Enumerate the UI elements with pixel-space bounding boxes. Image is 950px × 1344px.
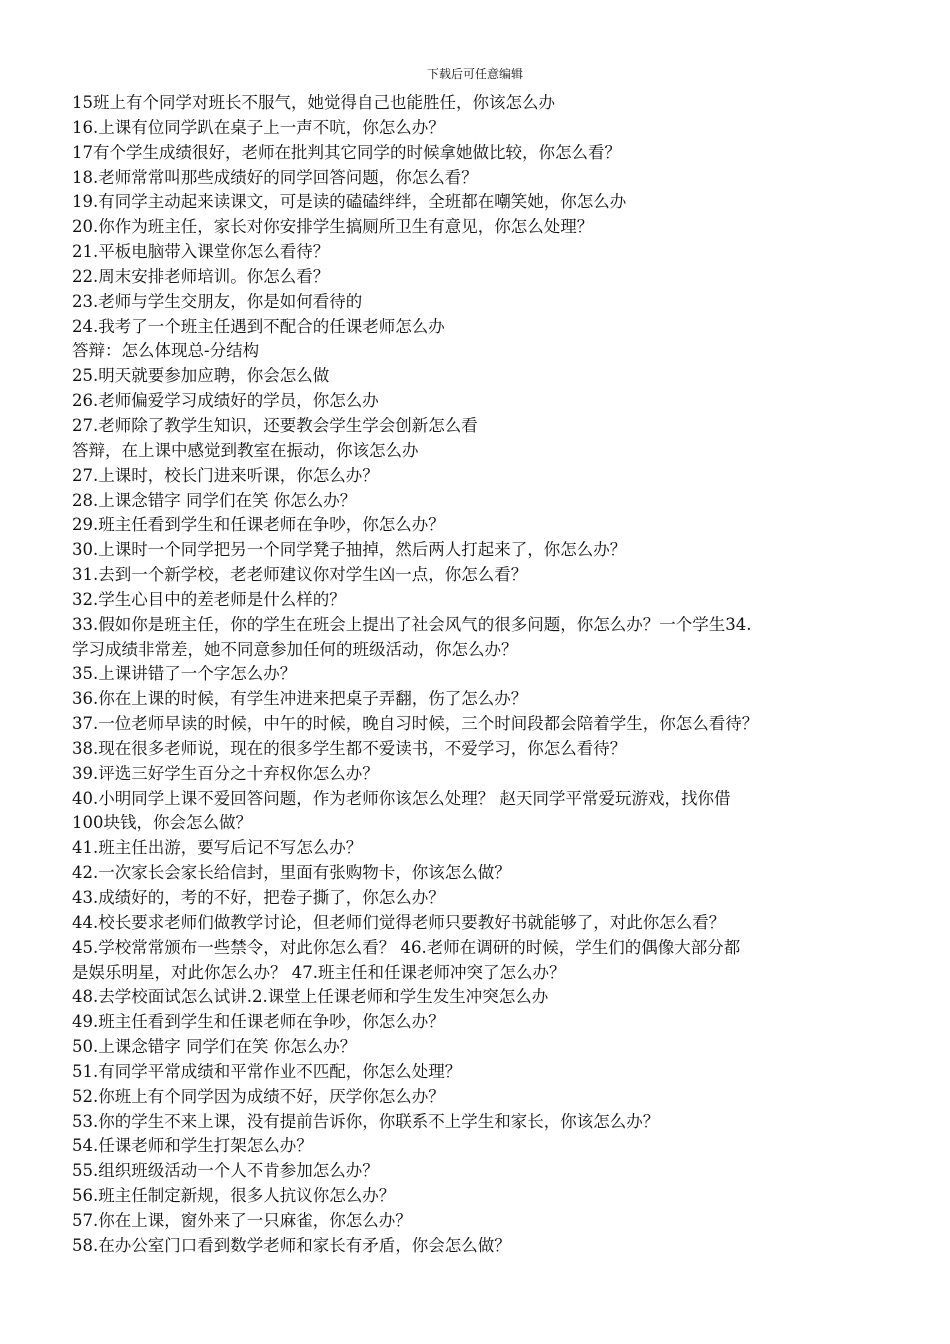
list-item: 是娱乐明星，对此你怎么办？ 47.班主任和任课老师冲突了怎么办？ — [72, 962, 566, 982]
list-item: 17有个学生成绩很好，老师在批判其它同学的时候拿她做比较，你怎么看？ — [72, 142, 621, 162]
list-item: 56.班主任制定新规，很多人抗议你怎么办？ — [72, 1186, 396, 1206]
list-item: 28.上课念错字 同学们在笑 你怎么办？ — [72, 490, 357, 510]
list-item: 52.你班上有个同学因为成绩不好，厌学你怎么办？ — [72, 1086, 445, 1106]
list-item: 53.你的学生不来上课，没有提前告诉你，你联系不上学生和家长，你该怎么办？ — [72, 1111, 660, 1131]
list-item: 答辩，在上课中感觉到教室在振动，你该怎么办 — [72, 440, 419, 460]
list-item: 16.上课有位同学趴在桌子上一声不吭，你怎么办？ — [72, 117, 445, 137]
list-item: 36.你在上课的时候，有学生冲进来把桌子弄翻，伤了怎么办？ — [72, 689, 528, 709]
list-item: 答辩：怎么体现总-分结构 — [72, 341, 260, 361]
list-item: 26.老师偏爱学习成绩好的学员，你怎么办 — [72, 391, 379, 411]
list-item: 35.上课讲错了一个字怎么办？ — [72, 664, 297, 684]
list-item: 44.校长要求老师们做教学讨论，但老师们觉得老师只要教好书就能够了，对此你怎么看？ — [72, 912, 726, 932]
list-item: 20.你作为班主任，家长对你安排学生搞厕所卫生有意见，你怎么处理？ — [72, 217, 594, 237]
list-item: 27.上课时，校长门进来听课，你怎么办？ — [72, 465, 379, 485]
list-item: 27.老师除了教学生知识，还要教会学生学会创新怎么看 — [72, 415, 478, 435]
list-item: 22.周末安排老师培训。你怎么看？ — [72, 266, 330, 286]
list-item: 18.老师常常叫那些成绩好的同学回答问题，你怎么看？ — [72, 167, 478, 187]
list-item: 23.老师与学生交朋友，你是如何看待的 — [72, 291, 363, 311]
list-item: 41.班主任出游，要写后记不写怎么办？ — [72, 838, 363, 858]
list-item: 15班上有个同学对班长不服气，她觉得自己也能胜任，你该怎么办 — [72, 93, 555, 112]
list-item: 37.一位老师早读的时候，中午的时候，晚自习时候，三个时间段都会陪着学生，你怎么看待？ — [72, 714, 759, 734]
list-item: 50.上课念错字 同学们在笑 你怎么办？ — [72, 1037, 357, 1057]
list-item: 31.去到一个新学校，老老师建议你对学生凶一点，你怎么看？ — [72, 565, 528, 585]
list-item: 54.任课老师和学生打架怎么办？ — [72, 1136, 313, 1156]
list-item: 30.上课时一个同学把另一个同学凳子抽掉，然后两人打起来了，你怎么办？ — [72, 540, 627, 560]
question-list — [72, 91, 872, 1259]
list-item: 55.组织班级活动一个人不肯参加怎么办？ — [72, 1161, 379, 1181]
list-item: 39.评选三好学生百分之十弃权你怎么办？ — [72, 763, 379, 783]
list-item: 21.平板电脑带入课堂你怎么看待？ — [72, 242, 330, 262]
list-item: 24.我考了一个班主任遇到不配合的任课老师怎么办 — [72, 316, 445, 336]
list-item: 58.在办公室门口看到数学老师和家长有矛盾，你会怎么做？ — [72, 1235, 511, 1255]
list-item: 48.去学校面试怎么试讲.2.课堂上任课老师和学生发生冲突怎么办 — [72, 987, 549, 1007]
list-item: 51.有同学平常成绩和平常作业不匹配，你怎么处理？ — [72, 1061, 462, 1081]
list-item: 33.假如你是班主任，你的学生在班会上提出了社会风气的很多问题，你怎么办？一个学生34. — [72, 614, 752, 634]
list-item: 40.小明同学上课不爱回答问题，作为老师你该怎么处理？ 赵天同学平常爱玩游戏，找你借 — [72, 788, 731, 808]
list-item: 38.现在很多老师说，现在的很多学生都不爱读书，不爱学习，你怎么看待？ — [72, 738, 627, 758]
list-item: 42.一次家长会家长给信封，里面有张购物卡，你该怎么做？ — [72, 863, 511, 883]
list-item: 32.学生心目中的差老师是什么样的？ — [72, 589, 346, 609]
page-header: 下载后可任意编辑 — [426, 67, 523, 81]
list-item: 43.成绩好的，考的不好，把卷子撕了，你怎么办？ — [72, 888, 445, 907]
list-item: 49.班主任看到学生和任课老师在争吵，你怎么办？ — [72, 1012, 445, 1032]
list-item: 45.学校常常颁布一些禁令，对此你怎么看？ 46.老师在调研的时候，学生们的偶像大部分都 — [72, 937, 741, 957]
list-item: 100块钱，你会怎么做？ — [72, 813, 252, 833]
list-item: 19.有同学主动起来读课文，可是读的磕磕绊绊，全班都在嘲笑她，你怎么办 — [72, 192, 627, 212]
list-item: 57.你在上课，窗外来了一只麻雀，你怎么办？ — [72, 1210, 412, 1230]
list-item: 29.班主任看到学生和任课老师在争吵，你怎么办？ — [72, 515, 445, 535]
list-item: 学习成绩非常差，她不同意参加任何的班级活动，你怎么办？ — [72, 639, 518, 659]
list-item: 25.明天就要参加应聘，你会怎么做 — [72, 366, 330, 386]
